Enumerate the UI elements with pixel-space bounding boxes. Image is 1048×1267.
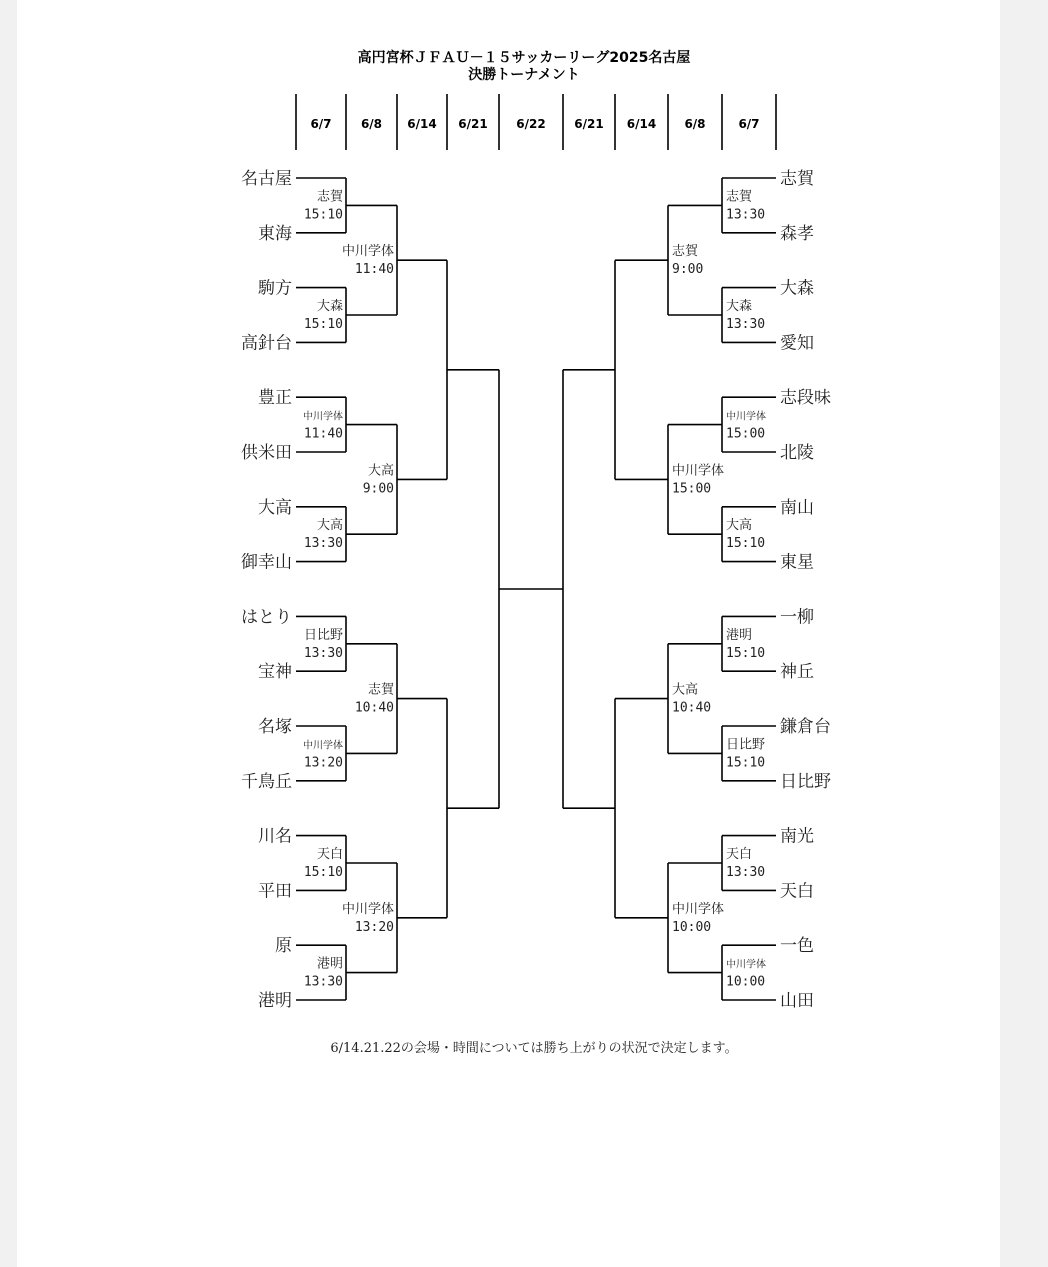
right-team-name: 鎌倉台 xyxy=(780,717,831,737)
round-date: 6/7 xyxy=(738,117,760,131)
match-venue: 大森 xyxy=(726,299,753,314)
match-time: 15:10 xyxy=(726,536,766,552)
match-time: 15:10 xyxy=(303,865,343,880)
title-line-1: 高円宮杯ＪＦＡＵ－１５サッカーリーグ2025名古屋 xyxy=(357,50,691,66)
left-team-name: 大高 xyxy=(258,497,292,518)
left-team-name: 千鳥丘 xyxy=(241,771,292,792)
match-venue: 大高 xyxy=(367,463,394,479)
match-time: 13:30 xyxy=(726,207,766,223)
match-venue: 中川学体 xyxy=(341,244,394,260)
right-team-name: 志賀 xyxy=(780,169,814,189)
right-team-name: 南光 xyxy=(780,826,814,847)
match-venue: 中川学体 xyxy=(303,411,343,423)
match-time: 13:30 xyxy=(726,317,766,332)
match-venue: 中川学体 xyxy=(672,463,725,479)
match-venue: 大森 xyxy=(316,299,343,314)
right-team-name: 愛知 xyxy=(780,333,814,354)
match-venue: 中川学体 xyxy=(303,740,343,752)
match-venue: 大高 xyxy=(672,682,699,698)
match-time: 9:00 xyxy=(362,481,394,497)
right-team-name: 山田 xyxy=(780,991,814,1011)
match-venue: 志賀 xyxy=(672,244,699,260)
match-time: 10:00 xyxy=(672,919,712,935)
round-date: 6/14 xyxy=(407,117,437,131)
match-time: 13:30 xyxy=(303,536,343,552)
left-team-name: 名古屋 xyxy=(241,169,292,189)
match-time: 15:10 xyxy=(303,317,343,332)
right-team-name: 東星 xyxy=(780,552,814,573)
right-team-name: 志段味 xyxy=(780,388,831,409)
left-team-name: はとり xyxy=(241,607,292,628)
left-team-name: 東海 xyxy=(258,223,292,244)
match-time: 13:30 xyxy=(303,974,343,990)
round-date: 6/8 xyxy=(360,117,383,131)
match-time: 15:10 xyxy=(303,207,343,223)
left-team-name: 平田 xyxy=(258,881,292,902)
match-time: 11:40 xyxy=(354,262,394,278)
left-team-name: 名塚 xyxy=(258,717,292,737)
match-venue: 中川学体 xyxy=(726,959,766,971)
match-venue: 大高 xyxy=(316,518,343,534)
match-venue: 港明 xyxy=(726,627,753,643)
right-team-name: 天白 xyxy=(780,881,814,902)
match-time: 15:00 xyxy=(672,481,712,497)
left-team-name: 豊正 xyxy=(258,388,292,409)
match-venue: 中川学体 xyxy=(672,901,725,917)
round-date: 6/7 xyxy=(310,117,332,131)
match-time: 15:00 xyxy=(726,426,766,442)
match-venue: 中川学体 xyxy=(341,901,394,917)
left-team-name: 供米田 xyxy=(241,443,292,463)
round-date: 6/21 xyxy=(458,117,488,131)
left-team-name: 宝神 xyxy=(258,662,292,683)
match-time: 11:40 xyxy=(303,426,343,442)
match-time: 10:40 xyxy=(354,700,394,716)
match-time: 10:00 xyxy=(726,974,766,990)
left-team-name: 港明 xyxy=(258,991,292,1011)
match-time: 13:30 xyxy=(726,865,766,880)
round-date: 6/8 xyxy=(684,117,706,131)
match-venue: 港明 xyxy=(316,956,343,972)
left-team-name: 川名 xyxy=(258,826,292,847)
match-venue: 日比野 xyxy=(726,737,766,753)
round-date: 6/14 xyxy=(626,117,657,131)
left-team-name: 高針台 xyxy=(241,333,292,354)
right-team-name: 神丘 xyxy=(780,662,814,683)
match-time: 9:00 xyxy=(672,262,704,278)
footnote: 6/14.21.22の会場・時間については勝ち上がりの状況で決定します。 xyxy=(330,1041,738,1056)
round-date: 6/22 xyxy=(516,117,546,131)
match-venue: 大高 xyxy=(726,518,753,534)
match-venue: 日比野 xyxy=(303,627,343,643)
match-time: 13:30 xyxy=(303,645,343,661)
right-team-name: 南山 xyxy=(780,497,814,518)
match-venue: 中川学体 xyxy=(726,411,766,423)
right-team-name: 森孝 xyxy=(780,223,814,244)
match-time: 10:40 xyxy=(672,700,712,716)
match-venue: 志賀 xyxy=(367,682,394,698)
match-venue: 天白 xyxy=(316,847,343,862)
round-date: 6/21 xyxy=(574,117,604,131)
right-team-name: 大森 xyxy=(780,278,814,299)
right-team-name: 一色 xyxy=(780,936,814,957)
title-line-2: 決勝トーナメント xyxy=(468,67,580,83)
match-time: 13:20 xyxy=(354,919,394,935)
left-team-name: 駒方 xyxy=(258,278,292,299)
left-team-name: 原 xyxy=(275,936,292,957)
match-time: 15:10 xyxy=(726,755,766,771)
match-venue: 志賀 xyxy=(726,189,753,205)
right-team-name: 一柳 xyxy=(780,607,814,628)
match-venue: 志賀 xyxy=(316,189,343,205)
right-team-name: 日比野 xyxy=(780,771,831,792)
match-time: 15:10 xyxy=(726,645,766,661)
match-time: 13:20 xyxy=(303,755,343,771)
right-team-name: 北陵 xyxy=(780,443,814,463)
match-venue: 天白 xyxy=(726,847,753,862)
left-team-name: 御幸山 xyxy=(241,552,292,573)
